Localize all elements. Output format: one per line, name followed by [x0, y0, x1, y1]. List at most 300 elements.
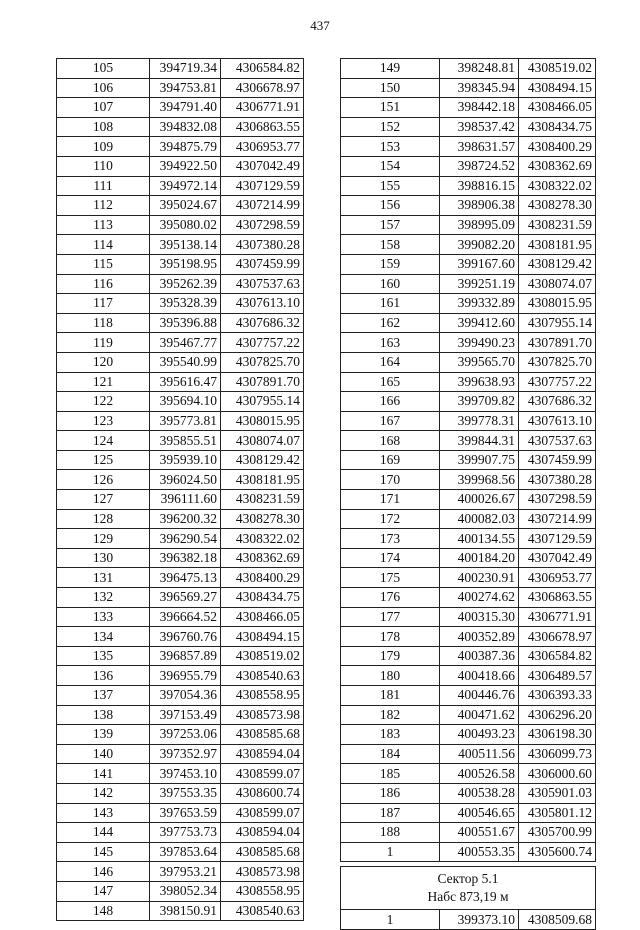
x-coordinate: 397653.59 — [150, 803, 221, 823]
point-number: 107 — [57, 98, 150, 118]
x-coordinate: 396382.18 — [150, 548, 221, 568]
x-coordinate: 395855.51 — [150, 431, 221, 451]
x-coordinate: 396111.60 — [150, 490, 221, 510]
y-coordinate: 4307613.10 — [519, 411, 596, 431]
x-coordinate: 400387.36 — [440, 646, 519, 666]
table-row — [341, 59, 596, 79]
point-number: 120 — [57, 352, 150, 372]
x-coordinate: 395540.99 — [150, 352, 221, 372]
page-number: 437 — [310, 18, 330, 33]
point-number: 171 — [341, 490, 440, 510]
point-number: 162 — [341, 313, 440, 333]
table-row — [57, 881, 304, 901]
x-coordinate: 397953.21 — [150, 862, 221, 882]
point-number: 116 — [57, 274, 150, 294]
point-number: 173 — [341, 529, 440, 549]
point-number: 184 — [341, 744, 440, 764]
y-coordinate: 4306584.82 — [221, 59, 304, 79]
y-coordinate: 4308015.95 — [221, 411, 304, 431]
table-row — [57, 509, 304, 529]
y-coordinate: 4307214.99 — [519, 509, 596, 529]
x-coordinate: 396955.79 — [150, 666, 221, 686]
point-number: 172 — [341, 509, 440, 529]
x-coordinate: 397853.64 — [150, 842, 221, 862]
point-number: 146 — [57, 862, 150, 882]
y-coordinate: 4308519.02 — [221, 646, 304, 666]
table-row — [57, 627, 304, 647]
table-row — [341, 627, 596, 647]
x-coordinate: 400511.56 — [440, 744, 519, 764]
x-coordinate: 399565.70 — [440, 352, 519, 372]
table-row — [341, 490, 596, 510]
y-coordinate: 4308558.95 — [221, 881, 304, 901]
x-coordinate: 395396.88 — [150, 313, 221, 333]
x-coordinate: 396290.54 — [150, 529, 221, 549]
x-coordinate: 398631.57 — [440, 137, 519, 157]
point-number: 111 — [57, 176, 150, 196]
y-coordinate: 4308585.68 — [221, 725, 304, 745]
x-coordinate: 397253.06 — [150, 725, 221, 745]
point-number: 159 — [341, 254, 440, 274]
table-row — [341, 254, 596, 274]
y-coordinate: 4307686.32 — [221, 313, 304, 333]
table-row — [341, 431, 596, 451]
x-coordinate: 397054.36 — [150, 686, 221, 706]
y-coordinate: 4307459.99 — [221, 254, 304, 274]
point-number: 155 — [341, 176, 440, 196]
y-coordinate: 4308599.07 — [221, 764, 304, 784]
x-coordinate: 395138.14 — [150, 235, 221, 255]
x-coordinate: 400315.30 — [440, 607, 519, 627]
point-number: 122 — [57, 392, 150, 412]
y-coordinate: 4308594.04 — [221, 744, 304, 764]
x-coordinate: 395080.02 — [150, 215, 221, 235]
x-coordinate: 400538.28 — [440, 783, 519, 803]
y-coordinate: 4306198.30 — [519, 725, 596, 745]
table-row — [341, 372, 596, 392]
point-number: 183 — [341, 725, 440, 745]
point-number: 157 — [341, 215, 440, 235]
point-number: 117 — [57, 294, 150, 314]
y-coordinate: 4307380.28 — [519, 470, 596, 490]
table-row — [341, 333, 596, 353]
table-row — [57, 607, 304, 627]
y-coordinate: 4308494.15 — [519, 78, 596, 98]
table-row — [341, 646, 596, 666]
table-row — [57, 98, 304, 118]
table-row — [57, 744, 304, 764]
point-number: 178 — [341, 627, 440, 647]
y-coordinate: 4306393.33 — [519, 686, 596, 706]
point-number: 148 — [57, 901, 150, 921]
x-coordinate: 398537.42 — [440, 117, 519, 137]
x-coordinate: 394719.34 — [150, 59, 221, 79]
y-coordinate: 4308494.15 — [221, 627, 304, 647]
coordinates-table-left — [56, 58, 304, 921]
point-number: 177 — [341, 607, 440, 627]
y-coordinate: 4306771.91 — [519, 607, 596, 627]
table-row — [57, 490, 304, 510]
point-number: 152 — [341, 117, 440, 137]
x-coordinate: 394972.14 — [150, 176, 221, 196]
x-coordinate: 396664.52 — [150, 607, 221, 627]
y-coordinate: 4308540.63 — [221, 901, 304, 921]
y-coordinate: 4305801.12 — [519, 803, 596, 823]
table-row — [57, 196, 304, 216]
point-number: 164 — [341, 352, 440, 372]
table-row — [57, 78, 304, 98]
y-coordinate: 4307825.70 — [519, 352, 596, 372]
y-coordinate: 4307042.49 — [221, 156, 304, 176]
point-number: 125 — [57, 450, 150, 470]
x-coordinate: 400553.35 — [440, 842, 519, 862]
table-row — [57, 411, 304, 431]
y-coordinate: 4306296.20 — [519, 705, 596, 725]
table-row — [57, 803, 304, 823]
point-number: 147 — [57, 881, 150, 901]
point-number: 188 — [341, 823, 440, 843]
table-row — [57, 568, 304, 588]
y-coordinate: 4306584.82 — [519, 646, 596, 666]
table-row — [341, 548, 596, 568]
sector-header-row — [341, 867, 596, 910]
point-number: 109 — [57, 137, 150, 157]
y-coordinate: 4308129.42 — [221, 450, 304, 470]
table-row — [341, 783, 596, 803]
x-coordinate: 394922.50 — [150, 156, 221, 176]
x-coordinate: 397753.73 — [150, 823, 221, 843]
table-row — [57, 333, 304, 353]
point-number: 131 — [57, 568, 150, 588]
point-number: 175 — [341, 568, 440, 588]
table-row — [341, 666, 596, 686]
point-number: 124 — [57, 431, 150, 451]
y-coordinate: 4308434.75 — [519, 117, 596, 137]
table-row — [57, 372, 304, 392]
y-coordinate: 4307537.63 — [519, 431, 596, 451]
table-row — [57, 176, 304, 196]
point-number: 145 — [57, 842, 150, 862]
x-coordinate: 399167.60 — [440, 254, 519, 274]
y-coordinate: 4308573.98 — [221, 705, 304, 725]
x-coordinate: 400274.62 — [440, 588, 519, 608]
y-coordinate: 4308400.29 — [221, 568, 304, 588]
y-coordinate: 4307129.59 — [221, 176, 304, 196]
x-coordinate: 394875.79 — [150, 137, 221, 157]
x-coordinate: 399638.93 — [440, 372, 519, 392]
x-coordinate: 395467.77 — [150, 333, 221, 353]
x-coordinate: 394753.81 — [150, 78, 221, 98]
coordinates-table-right — [340, 58, 596, 930]
x-coordinate: 398995.09 — [440, 215, 519, 235]
y-coordinate: 4308540.63 — [221, 666, 304, 686]
y-coordinate: 4305600.74 — [519, 842, 596, 862]
point-number: 127 — [57, 490, 150, 510]
point-number: 143 — [57, 803, 150, 823]
x-coordinate: 398442.18 — [440, 98, 519, 118]
y-coordinate: 4306489.57 — [519, 666, 596, 686]
y-coordinate: 4306678.97 — [221, 78, 304, 98]
y-coordinate: 4307686.32 — [519, 392, 596, 412]
table-row — [341, 509, 596, 529]
table-row — [341, 392, 596, 412]
table-row — [341, 823, 596, 843]
x-coordinate: 398724.52 — [440, 156, 519, 176]
y-coordinate: 4307757.22 — [221, 333, 304, 353]
table-row — [341, 156, 596, 176]
y-coordinate: 4307613.10 — [221, 294, 304, 314]
point-number: 114 — [57, 235, 150, 255]
y-coordinate: 4306099.73 — [519, 744, 596, 764]
point-number: 112 — [57, 196, 150, 216]
x-coordinate: 400526.58 — [440, 764, 519, 784]
y-coordinate: 4308231.59 — [519, 215, 596, 235]
y-coordinate: 4307042.49 — [519, 548, 596, 568]
table-row — [341, 313, 596, 333]
y-coordinate: 4307955.14 — [221, 392, 304, 412]
y-coordinate: 4307757.22 — [519, 372, 596, 392]
point-number: 129 — [57, 529, 150, 549]
table-row — [57, 666, 304, 686]
y-coordinate: 4308558.95 — [221, 686, 304, 706]
table-row — [341, 910, 596, 930]
y-coordinate: 4308322.02 — [221, 529, 304, 549]
y-coordinate: 4308434.75 — [221, 588, 304, 608]
point-number: 153 — [341, 137, 440, 157]
point-number: 166 — [341, 392, 440, 412]
x-coordinate: 400493.23 — [440, 725, 519, 745]
table-row — [341, 744, 596, 764]
y-coordinate: 4307214.99 — [221, 196, 304, 216]
point-number: 170 — [341, 470, 440, 490]
point-number: 182 — [341, 705, 440, 725]
y-coordinate: 4308015.95 — [519, 294, 596, 314]
x-coordinate: 399332.89 — [440, 294, 519, 314]
y-coordinate: 4306863.55 — [519, 588, 596, 608]
point-number: 144 — [57, 823, 150, 843]
y-coordinate: 4308074.07 — [519, 274, 596, 294]
x-coordinate: 395694.10 — [150, 392, 221, 412]
x-coordinate: 396200.32 — [150, 509, 221, 529]
y-coordinate: 4307298.59 — [519, 490, 596, 510]
point-number: 174 — [341, 548, 440, 568]
sector-header — [341, 867, 596, 910]
x-coordinate: 400418.66 — [440, 666, 519, 686]
point-number: 136 — [57, 666, 150, 686]
table-row — [57, 59, 304, 79]
y-coordinate: 4308181.95 — [221, 470, 304, 490]
y-coordinate: 4308600.74 — [221, 783, 304, 803]
x-coordinate: 399412.60 — [440, 313, 519, 333]
table-row — [57, 117, 304, 137]
point-number: 130 — [57, 548, 150, 568]
point-number: 149 — [341, 59, 440, 79]
point-number: 123 — [57, 411, 150, 431]
point-number: 142 — [57, 783, 150, 803]
point-number: 132 — [57, 588, 150, 608]
x-coordinate: 395198.95 — [150, 254, 221, 274]
y-coordinate: 4305901.03 — [519, 783, 596, 803]
table-row — [341, 98, 596, 118]
x-coordinate: 395616.47 — [150, 372, 221, 392]
point-number: 126 — [57, 470, 150, 490]
y-coordinate: 4308362.69 — [519, 156, 596, 176]
x-coordinate: 399907.75 — [440, 450, 519, 470]
x-coordinate: 394791.40 — [150, 98, 221, 118]
point-number: 165 — [341, 372, 440, 392]
table-row — [341, 725, 596, 745]
point-number: 1 — [341, 910, 440, 930]
point-number: 133 — [57, 607, 150, 627]
y-coordinate: 4308594.04 — [221, 823, 304, 843]
sector-title: Сектор 5.1 — [437, 871, 499, 887]
y-coordinate: 4308278.30 — [221, 509, 304, 529]
point-number: 179 — [341, 646, 440, 666]
x-coordinate: 398816.15 — [440, 176, 519, 196]
y-coordinate: 4307298.59 — [221, 215, 304, 235]
table-row — [57, 764, 304, 784]
point-number: 176 — [341, 588, 440, 608]
table-row — [341, 274, 596, 294]
point-number: 119 — [57, 333, 150, 353]
y-coordinate: 4308322.02 — [519, 176, 596, 196]
point-number: 167 — [341, 411, 440, 431]
point-number: 105 — [57, 59, 150, 79]
x-coordinate: 399844.31 — [440, 431, 519, 451]
x-coordinate: 395262.39 — [150, 274, 221, 294]
point-number: 139 — [57, 725, 150, 745]
table-row — [57, 294, 304, 314]
x-coordinate: 400082.03 — [440, 509, 519, 529]
point-number: 151 — [341, 98, 440, 118]
x-coordinate: 397553.35 — [150, 783, 221, 803]
table-row — [57, 783, 304, 803]
point-number: 106 — [57, 78, 150, 98]
y-coordinate: 4308400.29 — [519, 137, 596, 157]
x-coordinate: 399251.19 — [440, 274, 519, 294]
x-coordinate: 400446.76 — [440, 686, 519, 706]
table-row — [341, 215, 596, 235]
point-number: 140 — [57, 744, 150, 764]
table-row — [341, 568, 596, 588]
table-row — [57, 842, 304, 862]
point-number: 168 — [341, 431, 440, 451]
sector-area: Набс 873,19 м — [427, 889, 509, 905]
point-number: 137 — [57, 686, 150, 706]
y-coordinate: 4307891.70 — [221, 372, 304, 392]
x-coordinate: 397453.10 — [150, 764, 221, 784]
x-coordinate: 396760.76 — [150, 627, 221, 647]
x-coordinate: 399778.31 — [440, 411, 519, 431]
table-row — [57, 156, 304, 176]
point-number: 180 — [341, 666, 440, 686]
table-row — [341, 117, 596, 137]
point-number: 113 — [57, 215, 150, 235]
point-number: 128 — [57, 509, 150, 529]
x-coordinate: 398150.91 — [150, 901, 221, 921]
table-row — [57, 588, 304, 608]
point-number: 169 — [341, 450, 440, 470]
x-coordinate: 399968.56 — [440, 470, 519, 490]
y-coordinate: 4307891.70 — [519, 333, 596, 353]
x-coordinate: 400184.20 — [440, 548, 519, 568]
table-row — [341, 294, 596, 314]
y-coordinate: 4308585.68 — [221, 842, 304, 862]
point-number: 110 — [57, 156, 150, 176]
table-row — [57, 901, 304, 921]
table-row — [57, 392, 304, 412]
x-coordinate: 395773.81 — [150, 411, 221, 431]
table-row — [341, 607, 596, 627]
table-row — [341, 470, 596, 490]
table-row — [341, 352, 596, 372]
table-row — [57, 235, 304, 255]
y-coordinate: 4308466.05 — [221, 607, 304, 627]
table-row — [57, 431, 304, 451]
x-coordinate: 396024.50 — [150, 470, 221, 490]
x-coordinate: 400471.62 — [440, 705, 519, 725]
table-row — [57, 450, 304, 470]
x-coordinate: 399490.23 — [440, 333, 519, 353]
point-number: 163 — [341, 333, 440, 353]
y-coordinate: 4306000.60 — [519, 764, 596, 784]
point-number: 181 — [341, 686, 440, 706]
table-row — [57, 823, 304, 843]
table-row — [341, 842, 596, 862]
table-row — [57, 215, 304, 235]
y-coordinate: 4308509.68 — [519, 910, 596, 930]
point-number: 118 — [57, 313, 150, 333]
y-coordinate: 4308129.42 — [519, 254, 596, 274]
point-number: 187 — [341, 803, 440, 823]
x-coordinate: 398052.34 — [150, 881, 221, 901]
y-coordinate: 4308519.02 — [519, 59, 596, 79]
point-number: 1 — [341, 842, 440, 862]
y-coordinate: 4308181.95 — [519, 235, 596, 255]
table-row — [341, 705, 596, 725]
y-coordinate: 4306771.91 — [221, 98, 304, 118]
table-row — [57, 313, 304, 333]
x-coordinate: 397153.49 — [150, 705, 221, 725]
point-number: 156 — [341, 196, 440, 216]
table-row — [341, 588, 596, 608]
y-coordinate: 4308466.05 — [519, 98, 596, 118]
y-coordinate: 4306953.77 — [221, 137, 304, 157]
table-row — [341, 803, 596, 823]
x-coordinate: 398906.38 — [440, 196, 519, 216]
y-coordinate: 4308278.30 — [519, 196, 596, 216]
table-row — [341, 764, 596, 784]
table-row — [341, 137, 596, 157]
table-row — [341, 176, 596, 196]
table-row — [57, 686, 304, 706]
point-number: 158 — [341, 235, 440, 255]
x-coordinate: 396475.13 — [150, 568, 221, 588]
point-number: 186 — [341, 783, 440, 803]
point-number: 150 — [341, 78, 440, 98]
table-row — [57, 548, 304, 568]
x-coordinate: 394832.08 — [150, 117, 221, 137]
table-row — [341, 411, 596, 431]
y-coordinate: 4308362.69 — [221, 548, 304, 568]
x-coordinate: 400230.91 — [440, 568, 519, 588]
table-row — [57, 274, 304, 294]
point-number: 108 — [57, 117, 150, 137]
y-coordinate: 4306953.77 — [519, 568, 596, 588]
point-number: 134 — [57, 627, 150, 647]
table-row — [341, 529, 596, 549]
point-number: 154 — [341, 156, 440, 176]
